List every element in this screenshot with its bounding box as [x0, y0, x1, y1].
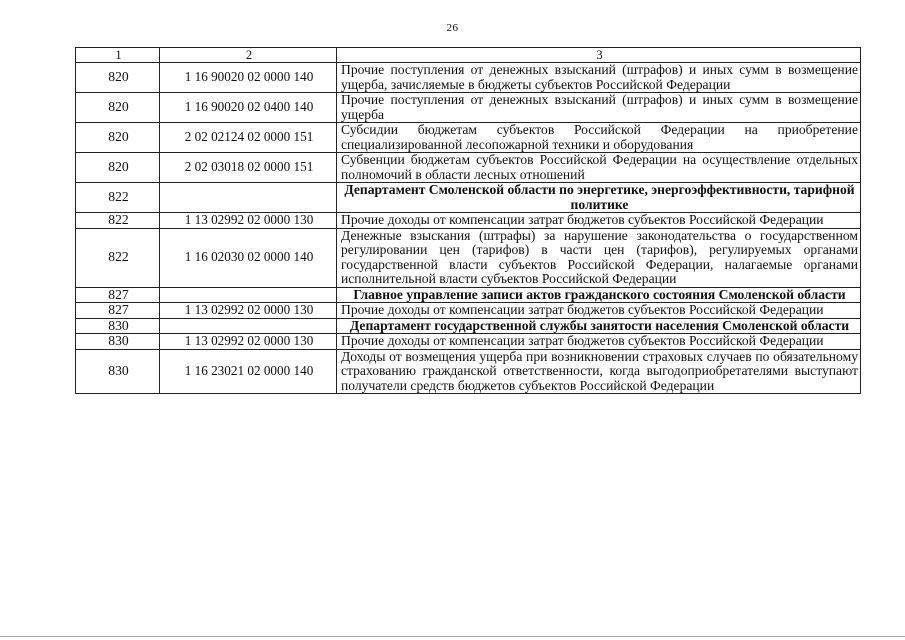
budget-code-cell [160, 318, 337, 334]
column-header-3: 3 [337, 48, 861, 63]
column-header-2: 2 [160, 48, 337, 63]
table-row [76, 303, 861, 319]
budget-code-cell: 1 13 02992 02 0000 130 [160, 334, 337, 350]
admin-code-cell: 820 [76, 63, 160, 93]
admin-code-cell: 822 [76, 228, 160, 287]
department-name-cell: Департамент государственной службы занятости населения Смоленской области [337, 318, 861, 334]
admin-code-cell: 820 [76, 123, 160, 153]
table-row [76, 153, 861, 183]
admin-code-cell: 820 [76, 93, 160, 123]
budget-code-cell [160, 183, 337, 213]
table-row [76, 213, 861, 229]
admin-code-cell: 827 [76, 287, 160, 303]
section-heading-row [76, 287, 861, 303]
budget-code-cell: 2 02 02124 02 0000 151 [160, 123, 337, 153]
description-cell: Субсидии бюджетам субъектов Российской Федерации на приобретение специализированной лесопожарной техники и оборудования [337, 123, 861, 153]
table-row [76, 93, 861, 123]
department-name-cell: Главное управление записи актов гражданского состояния Смоленской области [337, 287, 861, 303]
admin-code-cell: 822 [76, 213, 160, 229]
table-row [76, 349, 861, 394]
admin-code-cell: 822 [76, 183, 160, 213]
page-number: 26 [446, 22, 459, 34]
table-body [76, 48, 861, 394]
budget-code-cell: 1 16 90020 02 0000 140 [160, 63, 337, 93]
description-cell: Денежные взыскания (штрафы) за нарушение законодательства о государственном регулировании цен (тарифов) в части цен (тарифов), регулируемых органами государственной власти субъектов Российской Федерации, налагаемые органами исполнительной власти субъектов Российской Федерации [337, 228, 861, 287]
budget-code-cell: 2 02 03018 02 0000 151 [160, 153, 337, 183]
description-cell: Прочие доходы от компенсации затрат бюджетов субъектов Российской Федерации [337, 213, 861, 229]
table-header-row [76, 48, 861, 63]
admin-code-cell: 830 [76, 334, 160, 350]
bottom-rule [0, 636, 905, 637]
table-row [76, 228, 861, 287]
column-header-1: 1 [76, 48, 160, 63]
department-name-cell: Департамент Смоленской области по энергетике, энергоэффективности, тарифной политике [337, 183, 861, 213]
budget-code-cell: 1 16 02030 02 0000 140 [160, 228, 337, 287]
description-cell: Прочие поступления от денежных взысканий (штрафов) и иных сумм в возмещение ущерба, зачисляемые в бюджеты субъектов Российской Федерации [337, 63, 861, 93]
table-row [76, 123, 861, 153]
table-row [76, 334, 861, 350]
description-cell: Прочие доходы от компенсации затрат бюджетов субъектов Российской Федерации [337, 303, 861, 319]
admin-code-cell: 830 [76, 318, 160, 334]
budget-code-cell: 1 16 90020 02 0400 140 [160, 93, 337, 123]
section-heading-row [76, 318, 861, 334]
admin-code-cell: 820 [76, 153, 160, 183]
admin-code-cell: 830 [76, 349, 160, 394]
admin-code-cell: 827 [76, 303, 160, 319]
description-cell: Субвенции бюджетам субъектов Российской Федерации на осуществление отдельных полномочий в области лесных отношений [337, 153, 861, 183]
budget-code-cell: 1 16 23021 02 0000 140 [160, 349, 337, 394]
table-row [76, 63, 861, 93]
description-cell: Прочие доходы от компенсации затрат бюджетов субъектов Российской Федерации [337, 334, 861, 350]
revenue-codes-table [75, 47, 861, 394]
section-heading-row [76, 183, 861, 213]
budget-code-cell [160, 287, 337, 303]
description-cell: Прочие поступления от денежных взысканий (штрафов) и иных сумм в возмещение ущерба [337, 93, 861, 123]
budget-code-cell: 1 13 02992 02 0000 130 [160, 213, 337, 229]
description-cell: Доходы от возмещения ущерба при возникновении страховых случаев по обязательному страхованию гражданской ответственности, когда выгодоприобретателями выступают получатели средств бюджетов субъектов Российской Федерации [337, 349, 861, 394]
budget-code-cell: 1 13 02992 02 0000 130 [160, 303, 337, 319]
